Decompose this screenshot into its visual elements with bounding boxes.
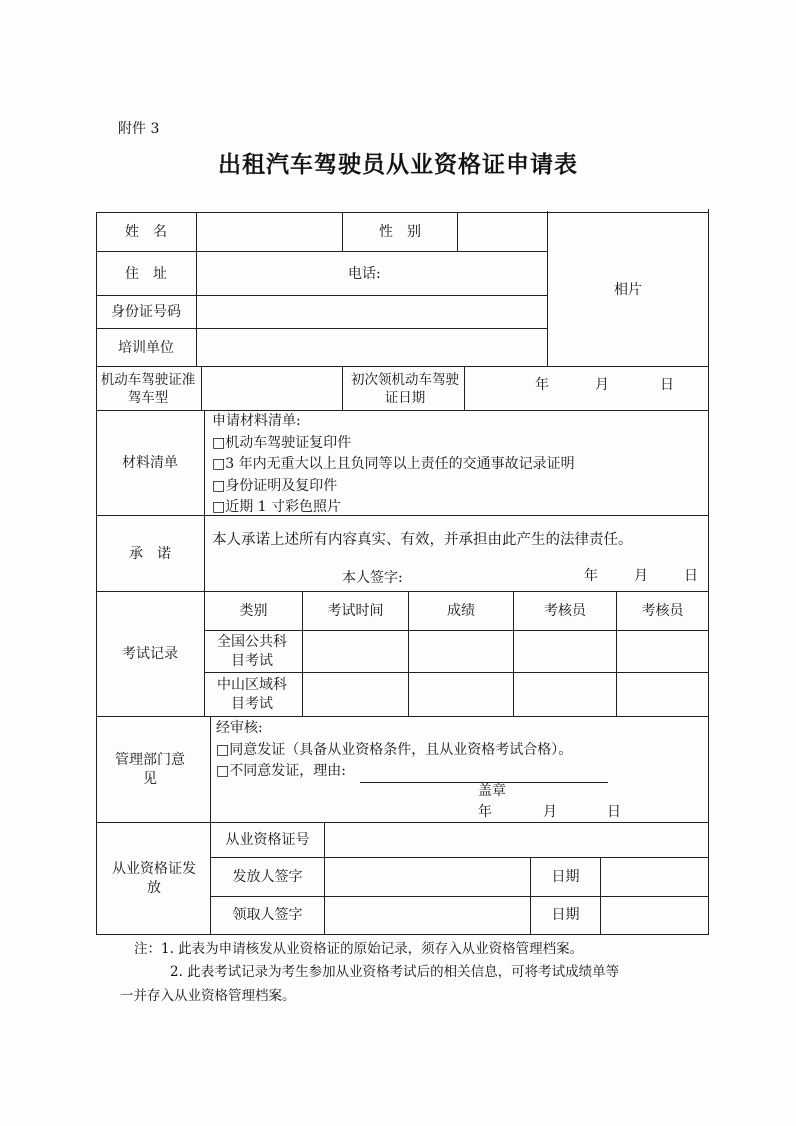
management-disagree-option[interactable]: □不同意发证，理由: [216, 763, 346, 779]
receiver-signature-field[interactable] [325, 897, 530, 934]
promise-label: 承 诺 [129, 545, 171, 562]
exam-label: 考试记录 [122, 646, 178, 663]
id-number-field[interactable] [197, 296, 547, 329]
signature-label: 本人签字: [342, 570, 403, 586]
exam-header-examiner: 考核员 [544, 602, 586, 619]
note-2-continued: 一并存入从业资格管理档案。 [120, 988, 296, 1004]
promise-day: 日 [684, 568, 698, 584]
training-unit-label: 培训单位 [118, 339, 174, 356]
license-type-label: 机动车驾驶证准驾车型 [100, 371, 196, 406]
management-disagree-row [216, 761, 706, 783]
materials-list [212, 411, 702, 519]
exam-header-time: 考试时间 [327, 602, 384, 619]
signature-field[interactable] [413, 562, 573, 584]
exam-header-score: 成绩 [447, 602, 475, 619]
mgmt-month: 月 [543, 804, 557, 820]
issue-date-label: 日期 [551, 868, 580, 885]
first-license-month: 月 [595, 376, 609, 393]
management-reviewed: 经审核: [216, 720, 263, 736]
form-notes [134, 938, 694, 984]
attachment-label: 附件 3 [118, 121, 160, 137]
receive-date-label: 日期 [551, 907, 580, 924]
address-label: 住 址 [125, 265, 167, 282]
id-number-label: 身份证号码 [111, 304, 181, 321]
first-license-day: 日 [660, 376, 674, 393]
promise-text: 本人承诺上述所有内容真实、有效，并承担由此产生的法律责任。 [212, 532, 633, 548]
exam-row-regional: 中山区域科目考试 [217, 676, 287, 712]
materials-item[interactable]: □近期 1 寸彩色照片 [212, 499, 342, 515]
materials-item[interactable]: □身份证明及复印件 [212, 477, 338, 494]
issue-date-field[interactable] [601, 858, 708, 896]
training-unit-field[interactable] [197, 329, 547, 367]
gender-label: 性 别 [379, 224, 421, 241]
certificate-number-label: 从业资格证号 [225, 832, 310, 849]
certificate-number-field[interactable] [325, 823, 708, 858]
certificate-issue-label: 从业资格证发 放 [112, 860, 210, 896]
first-license-year: 年 [535, 376, 549, 393]
exam-row-national: 全国公共科目考试 [217, 633, 287, 669]
management-agree-option[interactable]: □同意发证（具备从业资格条件，且从业资格考试合格）。 [216, 741, 573, 758]
exam-header-examiner: 考核员 [641, 602, 684, 619]
receiver-signature-label: 领取人签字 [232, 907, 303, 924]
mgmt-day: 日 [607, 804, 621, 820]
issuer-signature-field[interactable] [325, 858, 530, 896]
promise-month: 月 [634, 568, 648, 584]
materials-label: 材料清单 [122, 455, 178, 472]
exam-header-category: 类别 [239, 602, 268, 619]
materials-heading: 申请材料清单: [212, 413, 301, 429]
gender-field[interactable] [458, 213, 547, 252]
name-label: 姓 名 [125, 224, 167, 241]
photo-label: 相片 [614, 281, 642, 298]
management-label: 管理部门意 见 [115, 751, 199, 787]
phone-label: 电话: [348, 265, 381, 282]
seal-label: 盖章 [478, 783, 506, 799]
receive-date-field[interactable] [601, 897, 708, 934]
promise-year: 年 [584, 568, 598, 584]
note-1: 注：1. 此表为申请核发从业资格证的原始记录，须存入从业资格管理档案。 [134, 941, 584, 957]
management-opinion [216, 718, 706, 783]
form-title: 出租汽车驾驶员从业资格证申请表 [218, 151, 578, 178]
license-type-field[interactable] [202, 367, 342, 411]
mgmt-year: 年 [478, 804, 492, 820]
issuer-signature-label: 发放人签字 [232, 868, 303, 885]
first-license-date-label: 初次领机动车驾驶证日期 [351, 371, 459, 406]
note-2: 2. 此表考试记录为考生参加从业资格考试后的相关信息，可将考试成绩单等 [170, 964, 620, 980]
name-field[interactable] [197, 213, 342, 252]
materials-item[interactable]: □3 年内无重大以上且负同等以上责任的交通事故记录证明 [212, 456, 575, 472]
materials-item[interactable]: □机动车驾驶证复印件 [212, 434, 352, 451]
